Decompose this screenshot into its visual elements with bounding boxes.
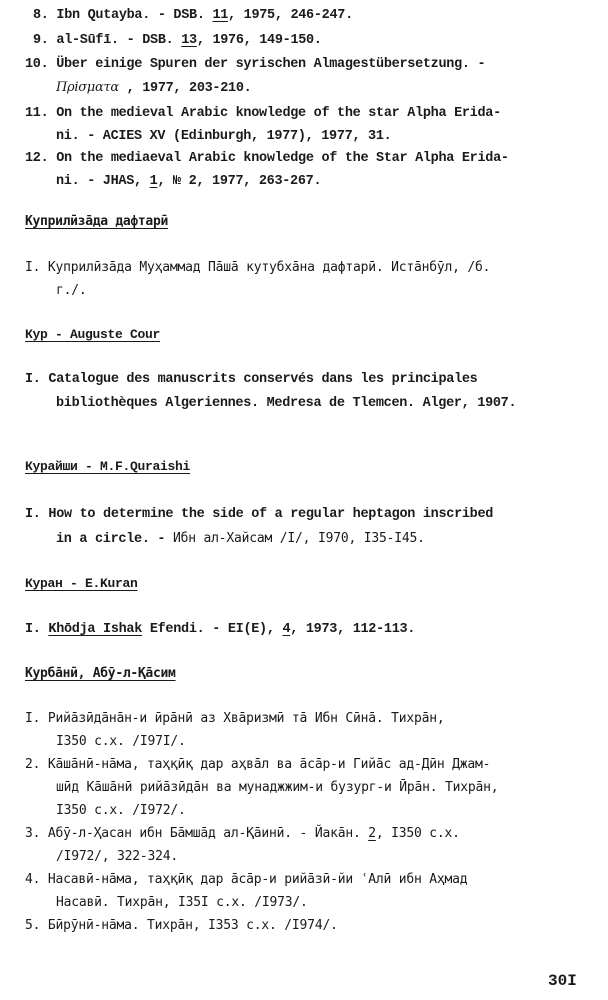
entry-12-text: 12. On the mediaeval Arabic knowledge of the Star Alpha Erida- bbox=[25, 151, 509, 166]
kurbani-entry-3-cont: /I972/, 322-324. bbox=[56, 849, 179, 864]
entry-12-rest-a: ni. - JHAS, bbox=[56, 174, 150, 189]
quraishi-entry-1-source: Ибн ал-Хайсам /I/, I970, I35-I45. bbox=[173, 531, 425, 546]
kurbani-entry-3 bbox=[25, 826, 460, 841]
entry-10-cont bbox=[56, 80, 251, 96]
entry-9 bbox=[33, 33, 322, 48]
entry-9-volume: 13 bbox=[181, 33, 197, 48]
kuran-entry-1 bbox=[25, 622, 415, 637]
kurbani-entry-2-cont: шӣд Кāшāнӣ рийāзӣдāн ва мунаджжим-и бузург-и Ӣрāн. Тихрāн, bbox=[56, 780, 499, 795]
entry-12-rest-b: , № 2, 1977, 263-267. bbox=[157, 174, 322, 189]
entry-10-text: 10. Über einige Spuren der syrischen Almagestübersetzung. - bbox=[25, 57, 486, 72]
heading-quraishi: Курайши - M.F.Quraishi bbox=[25, 459, 191, 474]
kurbani-entry-5: 5. Бӣрӯнӣ-нāма. Тихрāн, I353 с.х. /I974/. bbox=[25, 918, 338, 933]
heading-kuran: Куран - E.Kuran bbox=[25, 576, 138, 591]
entry-8-text: 8. Ibn Qutayba. - DSB. bbox=[33, 8, 213, 23]
quraishi-entry-1: I. How to determine the side of a regular heptagon inscribed bbox=[25, 507, 494, 522]
kuran-entry-1-rest: , 1973, 112-113. bbox=[290, 622, 416, 637]
entry-12 bbox=[25, 151, 509, 166]
kurbani-entry-4: 4. Насавӣ-нāма, таҳқӣқ дар āсāр-и рийāзӣ-йи ʿАлӣ ибн Аҳмад bbox=[25, 872, 468, 887]
cour-entry-1: I. Catalogue des manuscrits conservés dans les principales bbox=[25, 372, 478, 387]
kuran-entry-1-name: Khōdja Ishak bbox=[48, 622, 143, 637]
kurbani-entry-1: I. Рийāзӣдāнāн-и ӣрāнӣ аз Хвāризмӣ тā Ибн Сӣнā. Тихрāн, bbox=[25, 711, 445, 726]
entry-9-text: 9. al-Sūfī. - DSB. bbox=[33, 33, 182, 48]
entry-8 bbox=[33, 8, 353, 23]
kuprilizada-entry-1-cont: г./. bbox=[56, 283, 87, 298]
heading-cour: Кур - Auguste Cour bbox=[25, 327, 161, 342]
kurbani-entry-3-rest: , I350 с.х. bbox=[375, 826, 460, 841]
entry-11-rest: ni. - ACIES XV (Edinburgh, 1977), 1977, 31. bbox=[56, 129, 392, 144]
page-number: 30I bbox=[548, 972, 577, 990]
kuprilizada-entry-1: I. Куприлӣзāда Муҳаммад Пāшā кутубхāна дафтарӣ. Истāнбӯл, /б. bbox=[25, 260, 491, 275]
kurbani-entry-2-cont2: I350 с.х. /I972/. bbox=[56, 803, 186, 818]
entry-11-text: 11. On the medieval Arabic knowledge of the star Alpha Erida- bbox=[25, 106, 501, 121]
entry-11 bbox=[25, 106, 501, 121]
entry-11-cont bbox=[56, 129, 391, 144]
entry-12-volume: 1 bbox=[149, 174, 158, 189]
kurbani-entry-3-text: 3. Абӯ-л-Ҳасан ибн Бāмшāд ал-Қāинӣ. - Йакāн. bbox=[25, 826, 369, 841]
kuran-entry-1-num: I. bbox=[25, 622, 49, 637]
kurbani-entry-4-cont: Насавӣ. Тихрāн, I35I с.х. /I973/. bbox=[56, 895, 308, 910]
entry-8-rest: , 1975, 246-247. bbox=[228, 8, 353, 23]
kurbani-entry-3-volume: 2 bbox=[368, 826, 376, 841]
kurbani-entry-1-cont: I350 с.х. /I97I/. bbox=[56, 734, 186, 749]
heading-kuprilizada: Куприлӣзāда дафтарӣ bbox=[25, 214, 169, 229]
cour-entry-1-cont: bibliothèques Algeriennes. Medresa de Tlemcen. Alger, 1907. bbox=[56, 396, 517, 411]
journal-handwritten: Πρiσματα bbox=[56, 80, 119, 95]
entry-10-rest: , 1977, 203-210. bbox=[118, 81, 252, 96]
kuran-entry-1-volume: 4 bbox=[282, 622, 291, 637]
heading-kurbani: Курбāнӣ, Абӯ-л-Қāсим bbox=[25, 666, 176, 681]
entry-10 bbox=[25, 57, 485, 72]
entry-12-cont bbox=[56, 174, 321, 189]
kurbani-entry-2: 2. Кāшāнӣ-нāма, таҳқӣқ дар аҳвāл ва āсāр-и Гийāс ад-Дӣн Джам- bbox=[25, 757, 491, 772]
quraishi-entry-1-text: in a circle. - bbox=[56, 532, 174, 547]
kuran-entry-1-text: Efendi. - EI(E), bbox=[142, 622, 283, 637]
entry-9-rest: , 1976, 149-150. bbox=[196, 33, 322, 48]
quraishi-entry-1-cont bbox=[56, 531, 425, 547]
entry-8-volume: 11 bbox=[212, 8, 229, 23]
